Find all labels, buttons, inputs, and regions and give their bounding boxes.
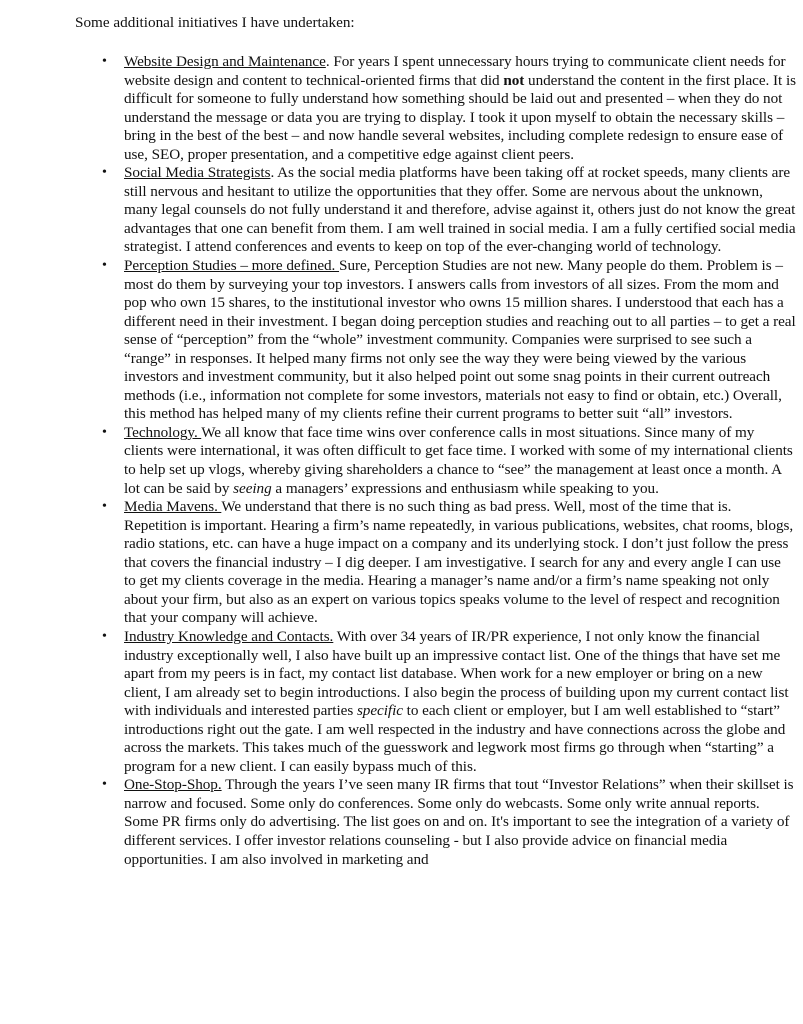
list-item-perception-studies — [102, 257, 796, 424]
list-item-media-mavens — [102, 498, 796, 628]
bullet-icon: • — [102, 499, 107, 515]
list-item-social-media — [102, 164, 796, 257]
item-heading: One-Stop-Shop. — [124, 776, 222, 794]
item-heading: Technology. — [124, 423, 202, 441]
list-item-website-design — [102, 53, 796, 164]
item-text: Sure, Perception Studies are not new. Many people do them. Problem is – most do them by surveying your top investors. I answers calls from investors of all sizes. From the mom and pop who own 15 shares, to the institutional investor who owns 15 million shares. I understood that each has a different need in their investment. I began doing perception studies and reaching out to all parties – to get a real sense of “perception” from the “whole” investment community. Companies were surprised to see such a “range” in responses. It helped many firms not only see the way they were being viewed by the various investors and investment community, but it also helped point out some snag points in their current outreach methods (i.e., information not complete for some investors, materials not easy to find or obtain, etc.) Overall, this method has helped many of my clients refine their current programs to better suit “all” investors. — [124, 257, 796, 423]
bullet-icon: • — [102, 54, 107, 69]
item-text: to each client or employer, but I am well established to “start” introductions right out the gate. I am well respected in the industry and have connections across the globe and across the markets. This takes much of the guesswork and legwork most firms go through when “starting” a program for a new client. I can easily bypass much of this. — [124, 702, 786, 775]
item-text: We understand that there is no such thing as bad press. Well, most of the time that is. Repetition is important. Hearing a firm’s name repeatedly, in various publications, websites, chat rooms, blogs, radio stations, etc. can have a huge impact on a company and its underlying stock. I don’t just follow the press that covers the financial industry – I dig deeper. I am investigative. I search for any and every angle I can use to get my clients coverage in the media. Hearing a manager’s name and/or a firm’s name speaking not only about your firm, but also as an expert on various topics speaks volume to the level of respect and recognition that your company will achieve. — [124, 498, 794, 627]
item-text: . As the social media platforms have been taking off at rocket speeds, many clients are still nervous and hesitant to utilize the opportunities that they offer. Some are nervous about the unknown, many legal counsels do not fully understand it and therefore, advise against it, others just do not know the great advantages that one can benefit from them. I am well trained in social media. I am a fully certified social media strategist. I attend conferences and events to keep on top of the ever-changing world of technology. — [124, 164, 796, 256]
bullet-icon: • — [102, 165, 107, 181]
item-heading: Website Design and Maintenance — [124, 53, 326, 70]
item-text: We all know that face time wins over conference calls in most situations. Since many of my clients were international, it was often difficult to get face time. I worked with some of my international clients to help set up vlogs, whereby giving shareholders a chance to “see” the management at least once a month. A lot can be said by — [124, 423, 793, 497]
bullet-icon: • — [102, 258, 107, 274]
list-item-technology — [102, 423, 796, 498]
item-heading: Industry Knowledge and Contacts. — [124, 627, 334, 645]
item-text-italic: seeing — [233, 479, 272, 497]
item-text: . For years I spent unnecessary hours trying to communicate client needs for website design and content to technical-oriented firms that did — [124, 53, 786, 89]
item-heading: Perception Studies – more defined. — [124, 257, 340, 275]
item-heading: Media Mavens. — [124, 498, 222, 516]
item-heading: Social Media Strategists — [124, 164, 271, 182]
item-text: understand the content in the first place. It is difficult for someone to fully understand how something should be laid out and presented – when they do not understand the message or data you are trying to display. I took it upon myself to obtain the necessary skills – bring in the best of the best – and now handle several websites, including complete redesign to ensure ease of use, SEO, proper presentation, and a competitive edge against client peers. — [124, 71, 796, 163]
initiatives-list — [102, 53, 796, 869]
list-item-one-stop-shop — [102, 776, 796, 869]
intro-text: Some additional initiatives I have undertaken: — [75, 14, 355, 31]
item-text-italic: specific — [356, 702, 403, 720]
item-text: With over 34 years of IR/PR experience, I not only know the financial industry exceptionally well, I also have built up an impressive contact list. One of the things that have set me apart from my peers is in fact, my contact list database. When work for a new employer or bring on a new client, I am already set to begin introductions. I also begin the process of building upon my current contact list with individuals and interested parties — [124, 627, 789, 720]
bullet-icon: • — [102, 628, 107, 644]
item-text: a managers’ expressions and enthusiasm while speaking to you. — [271, 479, 659, 497]
bullet-icon: • — [102, 424, 107, 440]
list-item-industry-knowledge — [102, 627, 796, 776]
bullet-icon: • — [102, 777, 107, 793]
item-text-bold: not — [503, 71, 525, 89]
item-text: Through the years I’ve seen many IR firms that tout “Investor Relations” when their skillset is narrow and focused. Some only do conferences. Some only do webcasts. Some only write annual reports. Some PR firms only do advertising. The list goes on and on. It's important to see the integration of a variety of different services. I offer investor relations counseling - but I also provide advice on financial media opportunities. I am also involved in marketing and — [124, 776, 794, 868]
